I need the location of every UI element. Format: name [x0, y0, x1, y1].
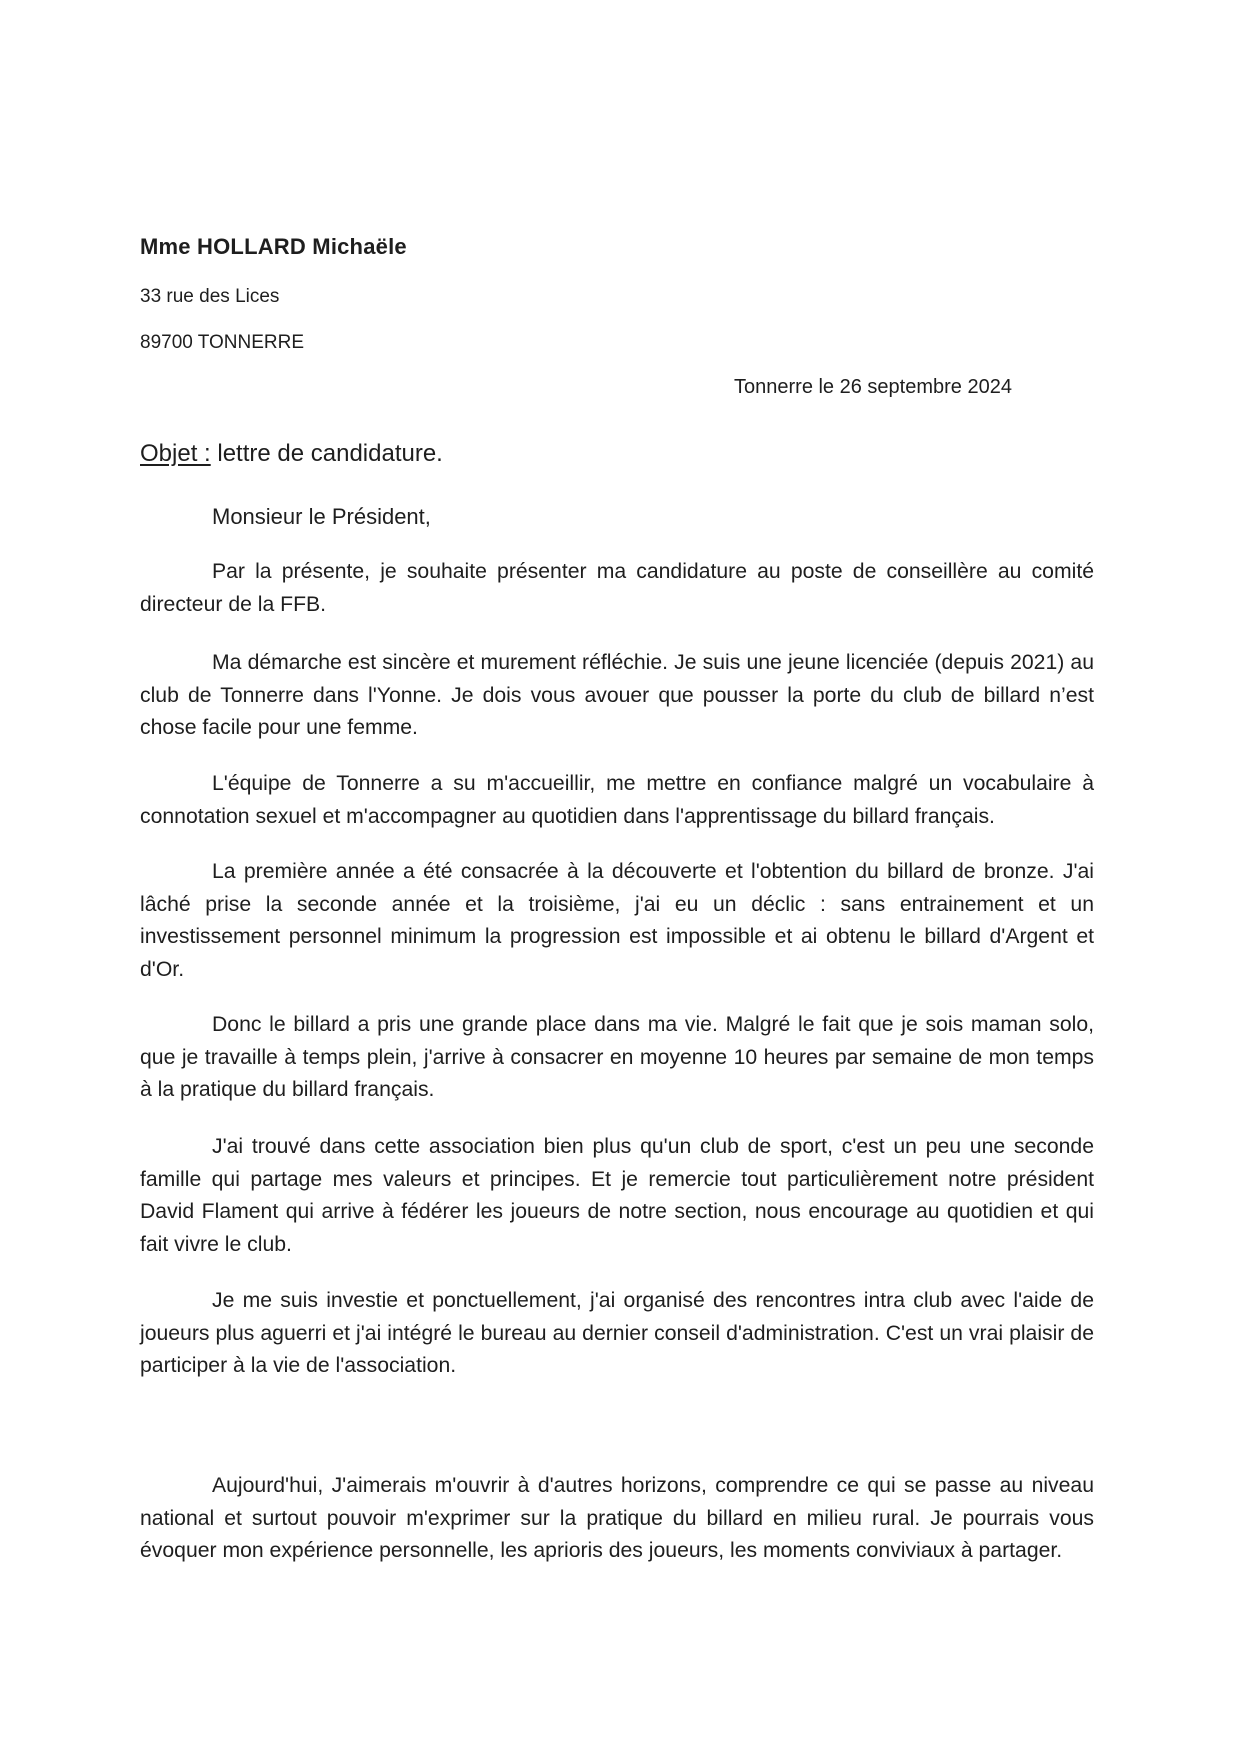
sender-name: Mme HOLLARD Michaële [140, 234, 407, 259]
sender-city: 89700 TONNERRE [140, 332, 305, 353]
paragraph-involvement: Je me suis investie et ponctuellement, j'ai organisé des rencontres intra club avec l'aide de joueurs plus aguerri et j'ai intégré le bureau au dernier conseil d'administration. C'est un vrai plaisir de participer à la vie de l'association. [140, 1289, 1094, 1377]
paragraph-ambition: Aujourd'hui, J'aimerais m'ouvrir à d'autres horizons, comprendre ce qui se passe au niveau national et surtout pouvoir m'exprimer sur la pratique du billard en milieu rural. Je pourrais vous évoquer mon expérience personnelle, les aprioris des joueurs, les moments conviviaux à partager. [140, 1474, 1094, 1562]
letter-date: Tonnerre le 26 septembre 2024 [734, 376, 1012, 398]
paragraph-intro: Par la présente, je souhaite présenter ma candidature au poste de conseillère au comité directeur de la FFB. [140, 560, 1094, 616]
paragraph-commitment: Donc le billard a pris une grande place dans ma vie. Malgré le fait que je sois maman solo, que je travaille à temps plein, j'arrive à consacrer en moyenne 10 heures par semaine de mon temps à la pratique du billard français. [140, 1013, 1094, 1101]
paragraph-progression: La première année a été consacrée à la découverte et l'obtention du billard de bronze. J'ai lâché prise la seconde année et la troisième, j'ai eu un déclic : sans entrainement et un investissement personnel minimum la progression est impossible et ai obtenu le billard d'Argent et d'Or. [140, 860, 1094, 981]
sender-street: 33 rue des Lices [140, 286, 280, 307]
salutation: Monsieur le Président, [212, 504, 431, 529]
subject-line [140, 440, 443, 468]
subject-label: Objet : [140, 440, 211, 467]
paragraph-association: J'ai trouvé dans cette association bien plus qu'un club de sport, c'est un peu une seconde famille qui partage mes valeurs et principes. Et je remercie tout particulièrement notre président David Flament qui arrive à fédérer les joueurs de notre section, nous encourage au quotidien et qui fait vivre le club. [140, 1135, 1094, 1256]
paragraph-motivation: Ma démarche est sincère et murement réfléchie. Je suis une jeune licenciée (depuis 2021) au club de Tonnerre dans l'Yonne. Je dois vous avouer que pousser la porte du club de billard n’est chose facile pour une femme. [140, 651, 1094, 739]
subject-text: lettre de candidature. [210, 440, 443, 467]
paragraph-team: L'équipe de Tonnerre a su m'accueillir, me mettre en confiance malgré un vocabulaire à connotation sexuel et m'accompagner au quotidien dans l'apprentissage du billard français. [140, 772, 1094, 828]
